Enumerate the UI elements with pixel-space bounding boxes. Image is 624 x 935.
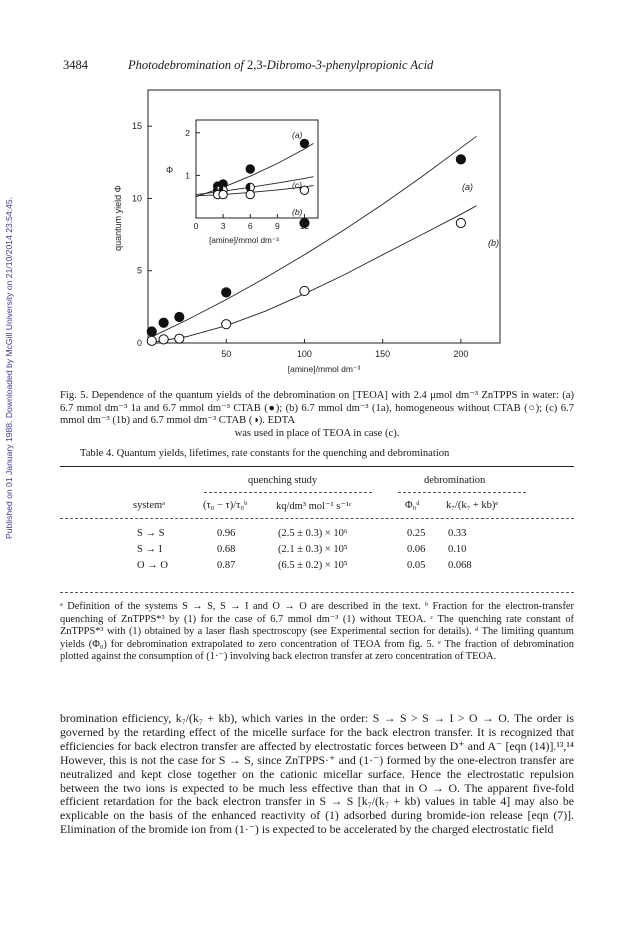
inset-y-tick-label: 2 [185, 127, 190, 138]
group-header-quenching: quenching study [248, 475, 318, 486]
inset-x-tick-label: 12 [299, 221, 310, 231]
inset-x-tick-label: 3 [220, 221, 226, 231]
running-title: Photodebromination of 2,3-Dibromo-3-phenylpropionic Acid [128, 58, 434, 72]
body-text: bromination efficiency, k₇/(k₇ + kb), which varies in the order: S → S > S → I > O → O. The order is governed by the retarding effect of the micelle surface for the back electron transfer. It is recognized that efficiencies for back electron transfer are affected by electrostatic forces between D⁺ and A⁻ [eqn (14)].¹³,¹⁴ However, this is not the case for S → S, since ZnTPPS·⁺ and (1·⁻) formed by the one-electron transfer are neutralized and kept close together on the cationic micellar surface. Hence the electrostatic repulsion between the two ions is expected to be much less effective than that in O → O. The apparent five-fold efficient retardation for the back electron transfer in S → S [k₇/(k₇ + kb) values in table 4] may also be explicable on the basis of the enhanced reactivity of (1) adsorbed during bromide-ion release [eqn (7)]. Elimination of the bromide ion from (1·⁻) is expected to be accelerated by the charged electrostatic field [60, 711, 574, 837]
main-point-b [456, 218, 465, 227]
main-point-a [159, 318, 168, 327]
table-cell: (2.5 ± 0.3) × 10⁶ [278, 528, 348, 539]
inset-x-tick-label: 0 [193, 221, 199, 231]
table-top-rule [60, 466, 574, 467]
main-point-b [159, 335, 168, 344]
main-point-b [300, 286, 309, 295]
table-cell: (6.5 ± 0.2) × 10⁵ [278, 560, 348, 571]
curve-b-label: (b) [488, 238, 499, 248]
table-cell: 0.068 [448, 560, 472, 571]
main-y-tick-label: 15 [131, 121, 142, 132]
group-rule-debromination [398, 492, 526, 493]
main-point-a [456, 155, 465, 164]
inset-point-a [300, 139, 308, 147]
group-rule-quenching [204, 492, 372, 493]
main-point-b [147, 336, 156, 345]
figure-caption: Fig. 5. Dependence of the quantum yields of the debromination on [TEOA] with 2.4 μmol dm⁻³ ZnTPPS in water: (a) 6.7 mmol dm⁻³ 1a and 6.7 mmol dm⁻³ CTAB (●); (b) 6.7 mmol dm⁻³ (1a), homogeneous without CTAB (○); (c) 6.7 mmol dm⁻³ (1b) and 6.7 mmol dm⁻³ CTAB (◑). EDTA was used in place of TEOA in case (c). [60, 390, 574, 439]
main-x-tick-label: 100 [296, 349, 312, 359]
table-cell: S → I [137, 544, 163, 555]
table-cell: 0.10 [448, 544, 467, 555]
col-header-phi0: Φ₀ᵈ [405, 500, 420, 511]
inset-curve-a-label: (a) [292, 130, 303, 140]
main-y-tick-label: 0 [136, 338, 142, 348]
table-cell: O → O [137, 560, 168, 571]
inset-point-a [246, 165, 254, 173]
col-header-kq: kq/dm³ mol⁻¹ s⁻¹ᶜ [276, 501, 352, 512]
curve-a-label: (a) [462, 182, 473, 192]
group-header-debromination: debromination [424, 475, 486, 486]
inset-x-tick-label: 6 [247, 221, 253, 231]
side-note: Published on 01 January 1988. Downloaded by McGill University on 21/10/2014 23:54:45. [4, 196, 14, 540]
inset-y-label: Φ [166, 165, 174, 175]
main-y-tick-label: 10 [131, 193, 142, 204]
y-axis-label: quantum yield Φ [113, 185, 123, 251]
col-header-fraction: (τ₀ − τ)/τ₀ᵇ [203, 500, 248, 511]
inset-y-tick-label: 1 [185, 170, 190, 181]
inset-point-b [219, 190, 227, 198]
main-y-tick-label: 5 [136, 265, 142, 276]
table-cell: S → S [137, 528, 165, 539]
table-cell: 0.33 [448, 528, 467, 539]
page-number: 3484 [63, 58, 88, 72]
table-title: Table 4. Quantum yields, lifetimes, rate constants for the quenching and debromination [80, 448, 450, 459]
inset-x-label: [amine]/mmol dm⁻³ [209, 236, 279, 245]
table-cell: 0.96 [217, 528, 236, 539]
table-cell: 0.25 [407, 528, 426, 539]
col-header-k7: k₇/(k₇ + kb)ᵉ [446, 500, 499, 511]
main-x-tick-label: 200 [453, 349, 469, 359]
table-cell: 0.06 [407, 544, 426, 555]
main-point-b [175, 334, 184, 343]
inset-curve-c-label: (c) [292, 180, 302, 190]
main-point-a [147, 327, 156, 336]
table-cell: (2.1 ± 0.3) × 10⁵ [278, 544, 348, 555]
inset-point-b [246, 190, 254, 198]
col-header-system: systemᵃ [133, 500, 166, 511]
main-point-b [222, 320, 231, 329]
main-x-tick-label: 150 [375, 349, 391, 359]
inset-x-tick-label: 9 [274, 221, 280, 231]
figure-5 [0, 0, 624, 390]
main-point-a [222, 288, 231, 297]
inset-curve-b-label: (b) [292, 207, 303, 217]
x-axis-label: [amine]/mmol dm⁻³ [287, 364, 361, 374]
table-cell: 0.87 [217, 560, 236, 571]
main-x-tick-label: 50 [221, 349, 232, 359]
table-header-rule [60, 518, 574, 519]
table-bottom-rule [60, 592, 574, 593]
table-cell: 0.68 [217, 544, 236, 555]
table-cell: 0.05 [407, 560, 426, 571]
table-footnotes: ᵃ Definition of the systems S → S, S → I and O → O are described in the text. ᵇ Fraction for the electron-transfer quenching of ZnTPPS*³ by (1) for the case of 6.7 mmol dm⁻³ (1) without TEOA. ᶜ The quenching rate constant of ZnTPPS*³ with (1) obtained by a laser flash spectroscopy (see Experimental section for details). ᵈ The limiting quantum yields (Φ₀) for debromination extrapolated to zero concentration of TEOA from fig. 5. ᵉ The fraction of debromination plotted against the consumption of (1·⁻) involving back electron transfer at zero concentration of TEOA. [60, 601, 574, 663]
main-point-a [175, 312, 184, 321]
